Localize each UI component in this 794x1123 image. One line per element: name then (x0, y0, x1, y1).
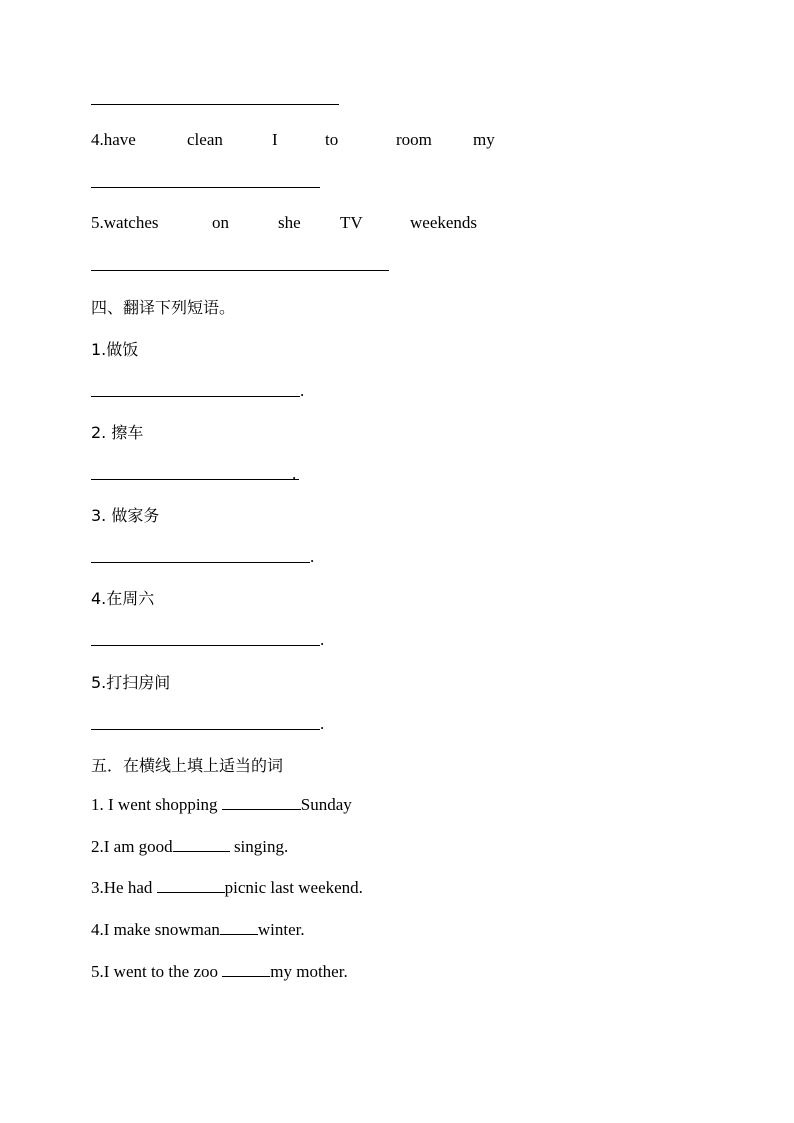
word: my (473, 130, 495, 149)
blank[interactable] (173, 837, 230, 852)
fill-question-1 (91, 795, 352, 815)
section4-title: 四、翻译下列短语。 (91, 298, 236, 317)
word: to (325, 130, 339, 149)
question-text: singing. (229, 837, 289, 856)
blank[interactable] (220, 920, 258, 935)
word: 5.watches (91, 213, 159, 232)
question-text: picnic last weekend. (224, 878, 363, 897)
translate-item-5: 5.打扫房间 (91, 673, 171, 692)
question-text: 3.He had (91, 878, 157, 897)
word: weekends (410, 213, 478, 232)
translate-answer-5[interactable] (91, 714, 331, 734)
translate-answer-3[interactable] (91, 547, 321, 567)
answer-line-q4[interactable] (91, 187, 320, 188)
question-text: winter. (257, 920, 305, 939)
word: 4.have (91, 130, 136, 149)
period: . (310, 547, 315, 566)
fill-question-5 (91, 962, 348, 982)
reorder-question-4 (91, 130, 511, 150)
question-text: 4.I make snowman (91, 920, 220, 939)
word: on (212, 213, 229, 232)
reorder-question-5 (91, 213, 511, 233)
answer-line-q3[interactable] (91, 104, 339, 105)
question-text: 1. I went shopping (91, 795, 222, 814)
word: TV (340, 213, 363, 232)
period: . (320, 714, 325, 733)
blank[interactable] (157, 878, 225, 893)
fill-question-2 (91, 837, 288, 857)
blank[interactable] (222, 795, 301, 810)
translate-item-1: 1.做饭 (91, 340, 139, 359)
translate-answer-4[interactable] (91, 630, 331, 650)
translate-item-4: 4.在周六 (91, 589, 155, 608)
word: clean (187, 130, 223, 149)
translate-item-3: 3. 做家务 (91, 506, 160, 525)
answer-line-q5[interactable] (91, 270, 389, 271)
translate-item-2: 2. 擦车 (91, 423, 144, 442)
word: I (272, 130, 278, 149)
fill-question-4 (91, 920, 305, 940)
question-text: 5.I went to the zoo (91, 962, 223, 981)
translate-answer-1[interactable] (91, 381, 311, 401)
section5-title: 五．在横线上填上适当的词 (91, 756, 284, 775)
period: . (320, 630, 325, 649)
period: . (292, 464, 297, 483)
question-text: 2.I am good (91, 837, 173, 856)
period: . (300, 381, 305, 400)
word: room (396, 130, 432, 149)
question-text: my mother. (270, 962, 348, 981)
blank[interactable] (222, 962, 270, 977)
question-text: Sunday (300, 795, 352, 814)
word: she (278, 213, 301, 232)
translate-answer-2[interactable] (91, 464, 311, 484)
fill-question-3 (91, 878, 363, 898)
